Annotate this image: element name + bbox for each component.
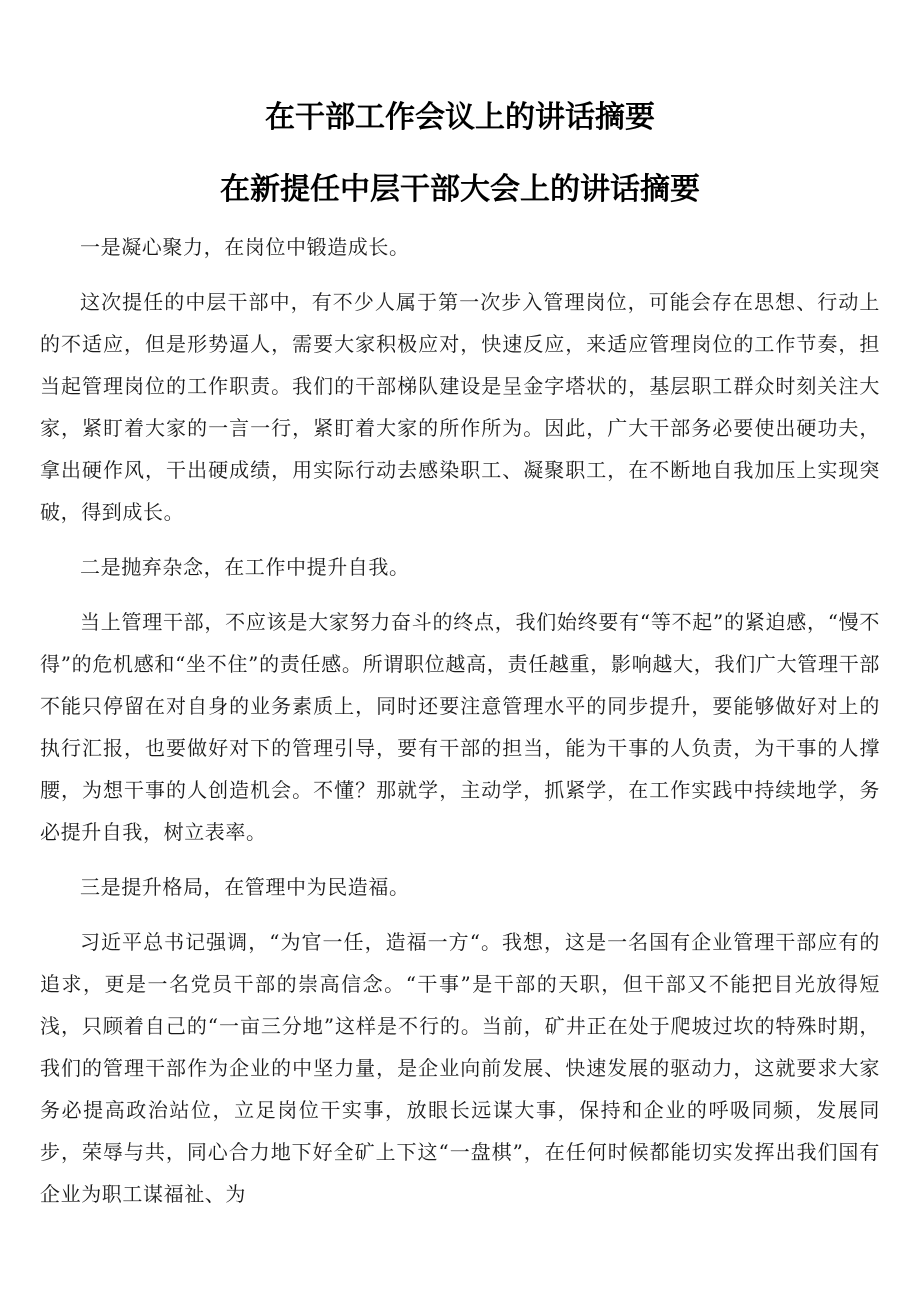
paragraph-1: 这次提任的中层干部中，有不少人属于第一次步入管理岗位，可能会存在思想、行动上的不适应，但是形势逼人，需要大家积极应对，快速反应，来适应管理岗位的工作节奏，担当起管理岗位的工作职责。我们的干部梯队建设是呈金字塔状的，基层职工群众时刻关注大家，紧盯着大家的一言一行，紧盯着大家的所作所为。因此，广大干部务必要使出硬功夫，拿出硬作风，干出硬成绩，用实际行动去感染职工、凝聚职工，在不断地自我加压上实现突破，得到成长。	[40, 290, 880, 524]
section-heading-3: 三是提升格局，在管理中为民造福。	[80, 875, 410, 899]
section-heading-1: 一是凝心聚力，在岗位中锻造成长。	[80, 235, 410, 259]
section-heading-2: 二是抛弃杂念，在工作中提升自我。	[80, 555, 410, 579]
document-body	[40, 226, 880, 1215]
paragraph-2: 当上管理干部，不应该是大家努力奋斗的终点，我们始终要有“等不起”的紧迫感，“慢不得”的危机感和“坐不住”的责任感。所谓职位越高，责任越重，影响越大，我们广大管理干部不能只停留在对自身的业务素质上，同时还要注意管理水平的同步提升，要能够做好对上的执行汇报，也要做好对下的管理引导，要有干部的担当，能为干事的人负责，为干事的人撑腰，为想干事的人创造机会。不懂？那就学，主动学，抓紧学，在工作实践中持续地学，务必提升自我，树立表率。	[40, 610, 880, 844]
paragraph-3: 习近平总书记强调，“为官一任，造福一方“。我想，这是一名国有企业管理干部应有的追求，更是一名党员干部的崇高信念。“干事”是干部的天职，但干部又不能把目光放得短浅，只顾着自己的“一亩三分地”这样是不行的。当前，矿井正在处于爬坡过坎的特殊时期，我们的管理干部作为企业的中坚力量，是企业向前发展、快速发展的驱动力，这就要求大家务必提高政治站位，立足岗位干实事，放眼长远谋大事，保持和企业的呼吸同频，发展同步，荣辱与共，同心合力地下好全矿上下这“一盘棋”，在任何时候都能切实发挥出我们国有企业为职工谋福祉、为	[40, 930, 880, 1206]
document-title: 在干部工作会议上的讲话摘要	[265, 100, 655, 135]
document-subtitle: 在新提任中层干部大会上的讲话摘要	[220, 172, 700, 207]
